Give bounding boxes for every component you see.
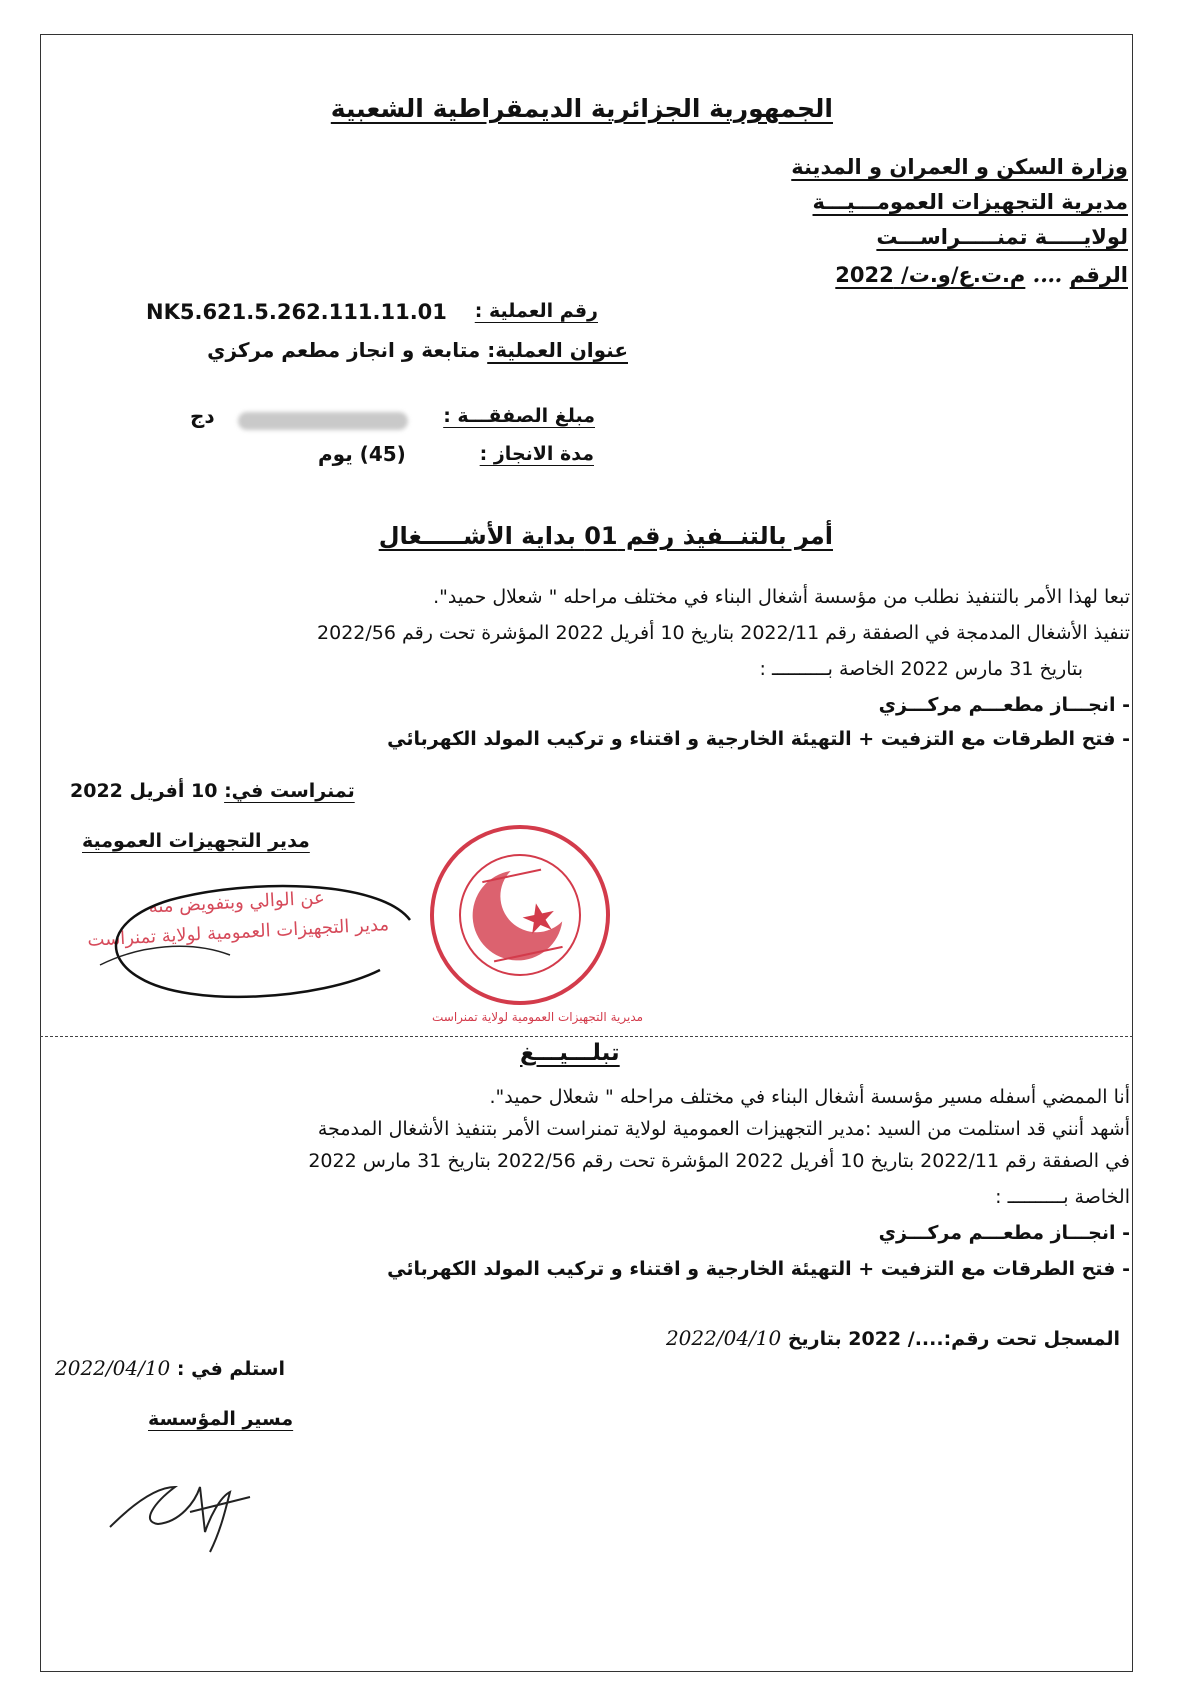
directorate-line: مديرية التجهيزات العمومـــيـــة	[812, 190, 1128, 214]
order-item-2: - فتح الطرقات مع التزفيت + التهيئة الخارجية و اقتناء و تركيب المولد الكهربائي	[387, 728, 1130, 750]
notification-line-1: أنا الممضي أسفله مسير مؤسسة أشغال البناء في مختلف مراحله " شعلال حميد".	[489, 1086, 1130, 1108]
notification-line-3: في الصفقة رقم 2022/11 بتاريخ 10 أفريل 2022 المؤشرة تحت رقم 2022/56 بتاريخ 31 مارس 2022	[308, 1150, 1130, 1172]
operation-number-label: رقم العملية :	[474, 300, 598, 322]
reference-value: م.ت.ع/و.ت/ 2022	[835, 263, 1026, 287]
order-text-line-2: تنفيذ الأشغال المدمجة في الصفقة رقم 2022/11 بتاريخ 10 أفريل 2022 المؤشرة تحت رقم 2022/56	[317, 622, 1130, 644]
reference-label: الرقم	[1069, 263, 1128, 287]
amount-redacted	[238, 412, 408, 430]
order-text-line-3: بتاريخ 31 مارس 2022 الخاصة بــــــــــ :	[759, 658, 1083, 680]
order-place-label: تمنراست في:	[224, 780, 355, 802]
duration-label: مدة الانجاز :	[479, 443, 594, 465]
received-label: استلم في :	[176, 1358, 286, 1380]
notification-item-1: - انجـــاز مطعـــم مركـــزي	[878, 1222, 1130, 1244]
order-item-1: - انجـــاز مطعـــم مركـــزي	[878, 694, 1130, 716]
registration-date-handwritten: 2022/04/10	[665, 1326, 782, 1350]
operation-title-value: متابعة و انجاز مطعم مركزي	[207, 338, 481, 362]
official-seal	[420, 815, 620, 1015]
order-signer-title: مدير التجهيزات العمومية	[82, 830, 310, 852]
director-signature	[80, 860, 420, 1010]
delegation-stamp-line-2: مدير التجهيزات العمومية لولاية تمنراست	[86, 914, 390, 951]
amount-currency: دج	[190, 404, 215, 428]
notification-title: تبلـــيـــغ	[520, 1040, 620, 1066]
registration-label: المسجل تحت رقم:..../ 2022 بتاريخ	[787, 1328, 1120, 1350]
operation-title	[207, 338, 628, 362]
section-divider	[40, 1036, 1133, 1037]
registration-line	[666, 1326, 1120, 1350]
duration-value: (45) يوم	[318, 442, 406, 466]
notification-item-2: - فتح الطرقات مع التزفيت + التهيئة الخارجية و اقتناء و تركيب المولد الكهربائي	[387, 1258, 1130, 1280]
order-place-value: 10 أفريل 2022	[70, 780, 218, 802]
operation-title-label: عنوان العملية:	[487, 338, 628, 362]
manager-title: مسير المؤسسة	[148, 1408, 294, 1430]
received-line	[55, 1356, 285, 1380]
order-text-line-1: تبعا لهذا الأمر بالتنفيذ نطلب من مؤسسة أشغال البناء في مختلف مراحله " شعلال حميد".	[433, 586, 1130, 608]
wilaya-line: لولايـــــة تمنـــــراســـت	[876, 225, 1128, 249]
ministry-line: وزارة السكن و العمران و المدينة	[791, 155, 1128, 179]
operation-number-value: NK5.621.5.262.111.11.01	[146, 300, 447, 324]
seal-text: مديرية التجهيزات العمومية لولاية تمنراست	[432, 1010, 644, 1024]
reference-handwritten: ….	[1032, 262, 1063, 288]
republic-title: الجمهورية الجزائرية الديمقراطية الشعبية	[330, 94, 833, 123]
manager-signature	[100, 1462, 260, 1562]
reference-number	[835, 262, 1128, 288]
notification-line-4: الخاصة بــــــــــ :	[995, 1186, 1130, 1208]
delegation-stamp-line-1: عن الوالي وبتفويض منه	[148, 887, 326, 918]
order-place-date	[70, 780, 355, 802]
notification-line-2: أشهد أنني قد استلمت من السيد :مدير التجهيزات العمومية لولاية تمنراست الأمر بتنفيذ الأشغال المدمجة	[317, 1118, 1130, 1140]
received-date-handwritten: 2022/04/10	[55, 1356, 171, 1380]
amount-label: مبلغ الصفقـــة :	[443, 405, 595, 427]
order-title: أمر بالتنــفيذ رقم 01 بداية الأشـــــغال	[378, 522, 833, 550]
